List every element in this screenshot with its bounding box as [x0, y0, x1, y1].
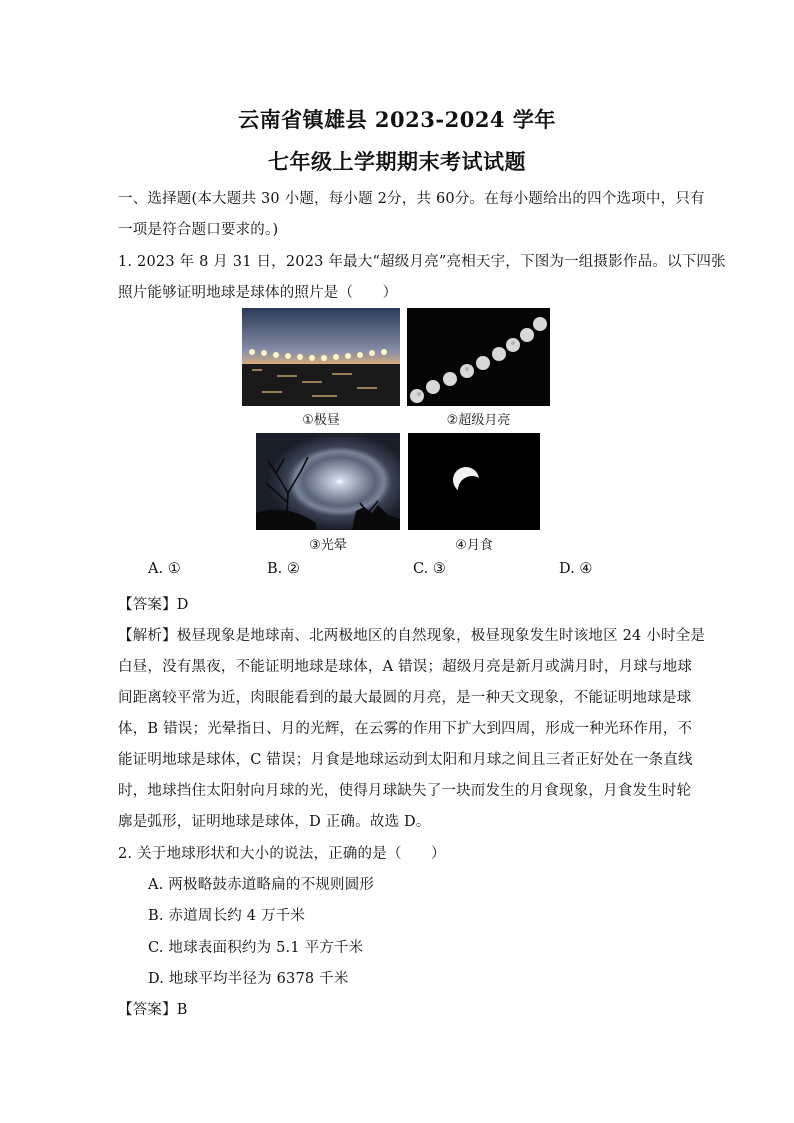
q1-analysis-line: 廓是弧形，证明地球是球体，D 正确。故选 D。	[118, 814, 431, 830]
q1-analysis-line: 能证明地球是球体，C 错误；月食是地球运动到太阳和月球之间且三者正好处在一条直线	[118, 752, 693, 768]
q1-analysis-line: 体，B 错误；光晕指日、月的光辉，在云雾的作用下扩大到四周，形成一种光环作用，不	[118, 721, 693, 737]
q1-analysis-line: 间距离较平常为近，肉眼能看到的最大最圆的月亮，是一种天文现象，不能证明地球是球	[118, 690, 692, 706]
q1-option-b: B. ②	[267, 561, 300, 577]
q1-stem-2: 照片能够证明地球是球体的照片是（ ）	[118, 285, 398, 301]
photo-lunar-eclipse	[408, 433, 540, 530]
q1-stem-1: 1. 2023 年 8 月 31 日，2023 年最大“超级月亮”亮相天宇，下图为一组摄影作品。以下四张	[118, 254, 726, 270]
q1-option-a: A. ①	[148, 561, 181, 577]
title-line-2: 七年级上学期期末考试试题	[268, 149, 526, 174]
q2-answer: 【答案】B	[118, 1002, 188, 1018]
photo-halo	[256, 433, 400, 530]
title-line-1: 云南省镇雄县 2023-2024 学年	[238, 107, 556, 132]
photo-caption-1: ①极昼	[302, 413, 340, 428]
q2-option-b: B. 赤道周长约 4 万千米	[148, 908, 306, 924]
section-instruction-1: 一、选择题(本大题共 30 小题，每小题 2分，共 60分。在每小题给出的四个选项中，只有	[118, 191, 705, 207]
q2-option-c: C. 地球表面积约为 5.1 平方千米	[148, 940, 364, 956]
q1-analysis-line: 白昼，没有黑夜，不能证明地球是球体，A 错误；超级月亮是新月或满月时，月球与地球	[118, 659, 693, 675]
photo-caption-4: ④月食	[455, 538, 493, 553]
section-instruction-2: 一项是符合题口要求的。)	[118, 222, 279, 238]
q2-stem: 2. 关于地球形状和大小的说法，正确的是（ ）	[118, 846, 446, 862]
q2-option-d: D. 地球平均半径为 6378 千米	[148, 971, 349, 987]
photo-polar-day	[242, 308, 400, 406]
photo-supermoon	[407, 308, 550, 406]
q1-analysis-line: 【解析】极昼现象是地球南、北两极地区的自然现象，极昼现象发生时该地区 24 小时全是	[118, 628, 706, 644]
photo-caption-3: ③光晕	[309, 538, 347, 553]
q1-option-c: C. ③	[413, 561, 446, 577]
q1-answer: 【答案】D	[118, 597, 189, 613]
q1-option-d: D. ④	[559, 561, 593, 577]
q1-analysis-line: 时，地球挡住太阳射向月球的光，使得月球缺失了一块而发生的月食现象，月食发生时轮	[118, 783, 692, 799]
q2-option-a: A. 两极略鼓赤道略扁的不规则圆形	[148, 877, 375, 893]
photo-caption-2: ②超级月亮	[446, 413, 511, 428]
